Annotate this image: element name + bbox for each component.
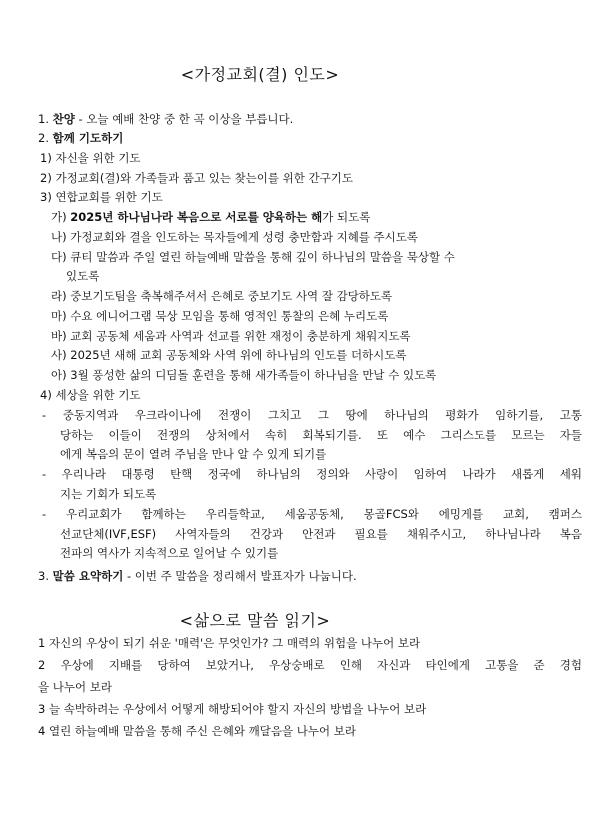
world-prayer-2: - 우리나라 대통령 탄핵 정국에 하나님의 정의와 사랑이 임하여 나라가 새롭게 세워: [42, 467, 582, 481]
world-prayer-1: - 중동지역과 우크라이나에 전쟁이 그치고 그 땅에 하나님의 평화가 임하기를, 고통: [42, 408, 582, 422]
world-prayer-3-cont2: 전파의 역사가 지속적으로 일어날 수 있기를: [60, 546, 279, 560]
church-prayer-ga: [51, 210, 370, 224]
prayer-marker: 가): [51, 210, 71, 224]
church-prayer-ba: 바) 교회 공동체 세움과 사역과 선교를 위한 재정이 충분하게 채워지도록: [51, 329, 411, 343]
subitem-world: 4) 세상을 위한 기도: [40, 388, 141, 402]
item-number: 1.: [38, 112, 53, 126]
question-3: 3 늘 속박하려는 우상에서 어떻게 해방되어야 할지 자신의 방법을 나누어 보라: [38, 702, 427, 716]
world-prayer-3-cont: 선교단체(IVF,ESF) 사역자들의 건강과 안전과 필요를 채워주시고, 하나님나라 복음: [60, 527, 582, 541]
church-prayer-da: 다) 큐티 말씀과 주일 열린 하늘예배 말씀을 통해 깊이 하나님의 말씀을 묵상할 수: [51, 250, 455, 264]
item-number: 3.: [38, 569, 53, 583]
subitem-self: 1) 자신을 위한 기도: [40, 151, 141, 165]
world-prayer-1-cont: 당하는 이들이 전쟁의 상처에서 속히 회복되기를. 또 예수 그리스도를 모르는 자들: [60, 428, 582, 442]
prayer-text: 가 되도록: [322, 210, 371, 224]
section-title-life-reading: <삶으로 말씀 읽기>: [179, 611, 331, 630]
question-2-cont: 을 나누어 보라: [38, 680, 112, 694]
item-text: - 오늘 예배 찬양 중 한 곡 이상을 부릅니다.: [74, 112, 294, 126]
church-prayer-sa: 사) 2025년 새해 교회 공동체와 사역 위에 하나님의 인도를 더하시도록: [51, 348, 407, 362]
world-prayer-2-cont: 지는 기회가 되도록: [60, 487, 157, 501]
church-prayer-na: 나) 가정교회와 결을 인도하는 목자들에게 성령 충만함과 지혜를 주시도록: [51, 230, 418, 244]
church-prayer-a: 아) 3월 풍성한 삶의 디딤돌 훈련을 통해 새가족들이 하나님을 만날 수 있도록: [51, 368, 437, 382]
item-praise: [38, 112, 293, 126]
question-1: 1 자신의 우상이 되기 쉬운 '매력'은 무엇인가? 그 매력의 위험을 나누어 보라: [38, 636, 421, 650]
item-pray-together: [38, 131, 123, 145]
subitem-church: 3) 연합교회를 위한 기도: [40, 190, 163, 204]
world-prayer-3: - 우리교회가 함께하는 우리들학교, 세움공동체, 몽골FCS와 에밍게를 교회, 캠퍼스: [42, 507, 582, 521]
prayer-emphasis: 2025년 하나님나라 복음으로 서로를 양육하는 해: [70, 210, 323, 224]
church-prayer-ma: 마) 수요 에니어그램 묵상 모임을 통해 영적인 통찰의 은혜 누리도록: [51, 309, 389, 323]
item-text: - 이번 주 말씀을 정리해서 발표자가 나눕니다.: [123, 569, 357, 583]
section-title-cell-leader: <가정교회(결) 인도>: [180, 65, 340, 84]
item-number: 2.: [38, 131, 53, 145]
question-2: 2 우상에 지배를 당하여 보았거나, 우상숭배로 인해 자신과 타인에게 고통을 준 경험: [38, 658, 582, 672]
item-heading: 말씀 요약하기: [52, 569, 124, 583]
subitem-family: 2) 가정교회(결)와 가족들과 품고 있는 찾는이를 위한 간구기도: [40, 171, 353, 185]
item-heading: 함께 기도하기: [52, 131, 124, 145]
church-prayer-da-cont: 있도록: [66, 269, 100, 283]
church-prayer-ra: 라) 중보기도팀을 축복해주셔서 은혜로 중보기도 사역 잘 감당하도록: [51, 289, 393, 303]
question-4: 4 열린 하늘예배 말씀을 통해 주신 은혜와 깨달음을 나누어 보라: [38, 724, 356, 738]
item-sermon-summary: [38, 569, 357, 583]
world-prayer-1-cont2: 에게 복음의 문이 열려 주님을 만나 알 수 있게 되기를: [60, 447, 327, 461]
item-heading: 찬양: [52, 112, 75, 126]
